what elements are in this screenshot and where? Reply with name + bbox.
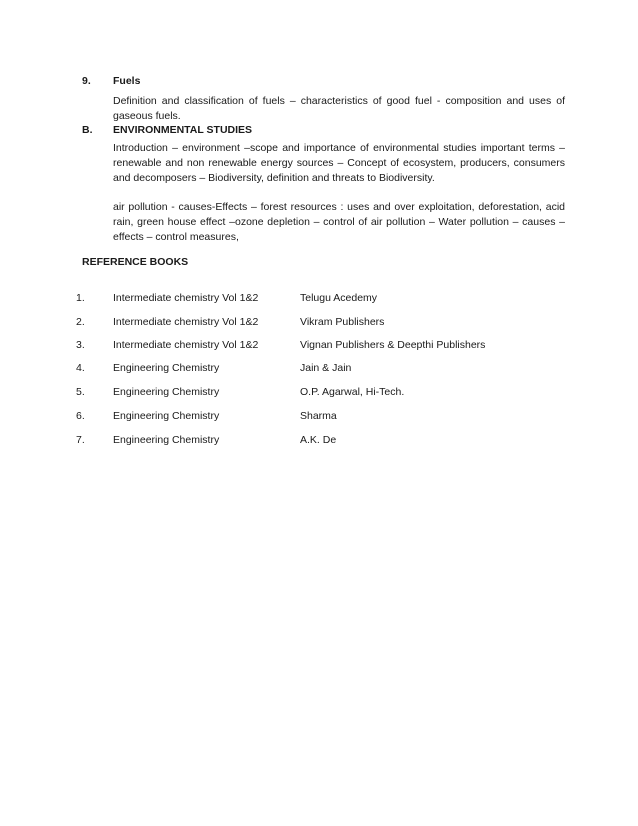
section-number: 9. (82, 75, 91, 87)
reference-number: 7. (76, 434, 85, 446)
reference-number: 6. (76, 410, 85, 422)
reference-item (0, 292, 638, 308)
reference-item (0, 410, 638, 426)
reference-item (0, 362, 638, 378)
reference-publisher: Jain & Jain (300, 362, 352, 374)
reference-title: Engineering Chemistry (113, 434, 220, 446)
environment-intro-paragraph: Introduction – environment –scope and importance of environmental studies important terms – renewable and non renewable energy sources – Concept of ecosystem, producers, consumers and decomposers – Biodiversity, definition and threats to Biodiversity. (113, 142, 565, 184)
reference-publisher: Vignan Publishers & Deepthi Publishers (300, 339, 486, 351)
section-title: ENVIRONMENTAL STUDIES (113, 124, 253, 136)
reference-publisher: Telugu Acedemy (300, 292, 378, 304)
reference-number: 2. (76, 316, 85, 328)
section-title: Fuels (113, 75, 141, 87)
reference-item (0, 339, 638, 355)
fuels-paragraph: Definition and classification of fuels – characteristics of good fuel - composition and uses of gaseous fuels. (113, 95, 565, 122)
reference-publisher: Vikram Publishers (300, 316, 385, 328)
reference-number: 5. (76, 386, 85, 398)
reference-title: Engineering Chemistry (113, 362, 220, 374)
reference-title: Intermediate chemistry Vol 1&2 (113, 316, 259, 328)
reference-item (0, 434, 638, 450)
section-number: B. (82, 124, 93, 136)
reference-title: Intermediate chemistry Vol 1&2 (113, 339, 259, 351)
reference-publisher: O.P. Agarwal, Hi-Tech. (300, 386, 405, 398)
reference-publisher: A.K. De (300, 434, 337, 446)
reference-books-heading: REFERENCE BOOKS (82, 256, 189, 268)
reference-number: 3. (76, 339, 85, 351)
reference-title: Engineering Chemistry (113, 386, 220, 398)
reference-item (0, 316, 638, 332)
reference-publisher: Sharma (300, 410, 337, 422)
reference-number: 1. (76, 292, 85, 304)
reference-number: 4. (76, 362, 85, 374)
reference-item (0, 386, 638, 402)
reference-title: Engineering Chemistry (113, 410, 220, 422)
pollution-paragraph: air pollution - causes-Effects – forest resources : uses and over exploitation, deforestation, acid rain, green house effect –ozone depletion – control of air pollution – Water pollution – causes – effects – control measures, (113, 201, 565, 243)
reference-title: Intermediate chemistry Vol 1&2 (113, 292, 259, 304)
